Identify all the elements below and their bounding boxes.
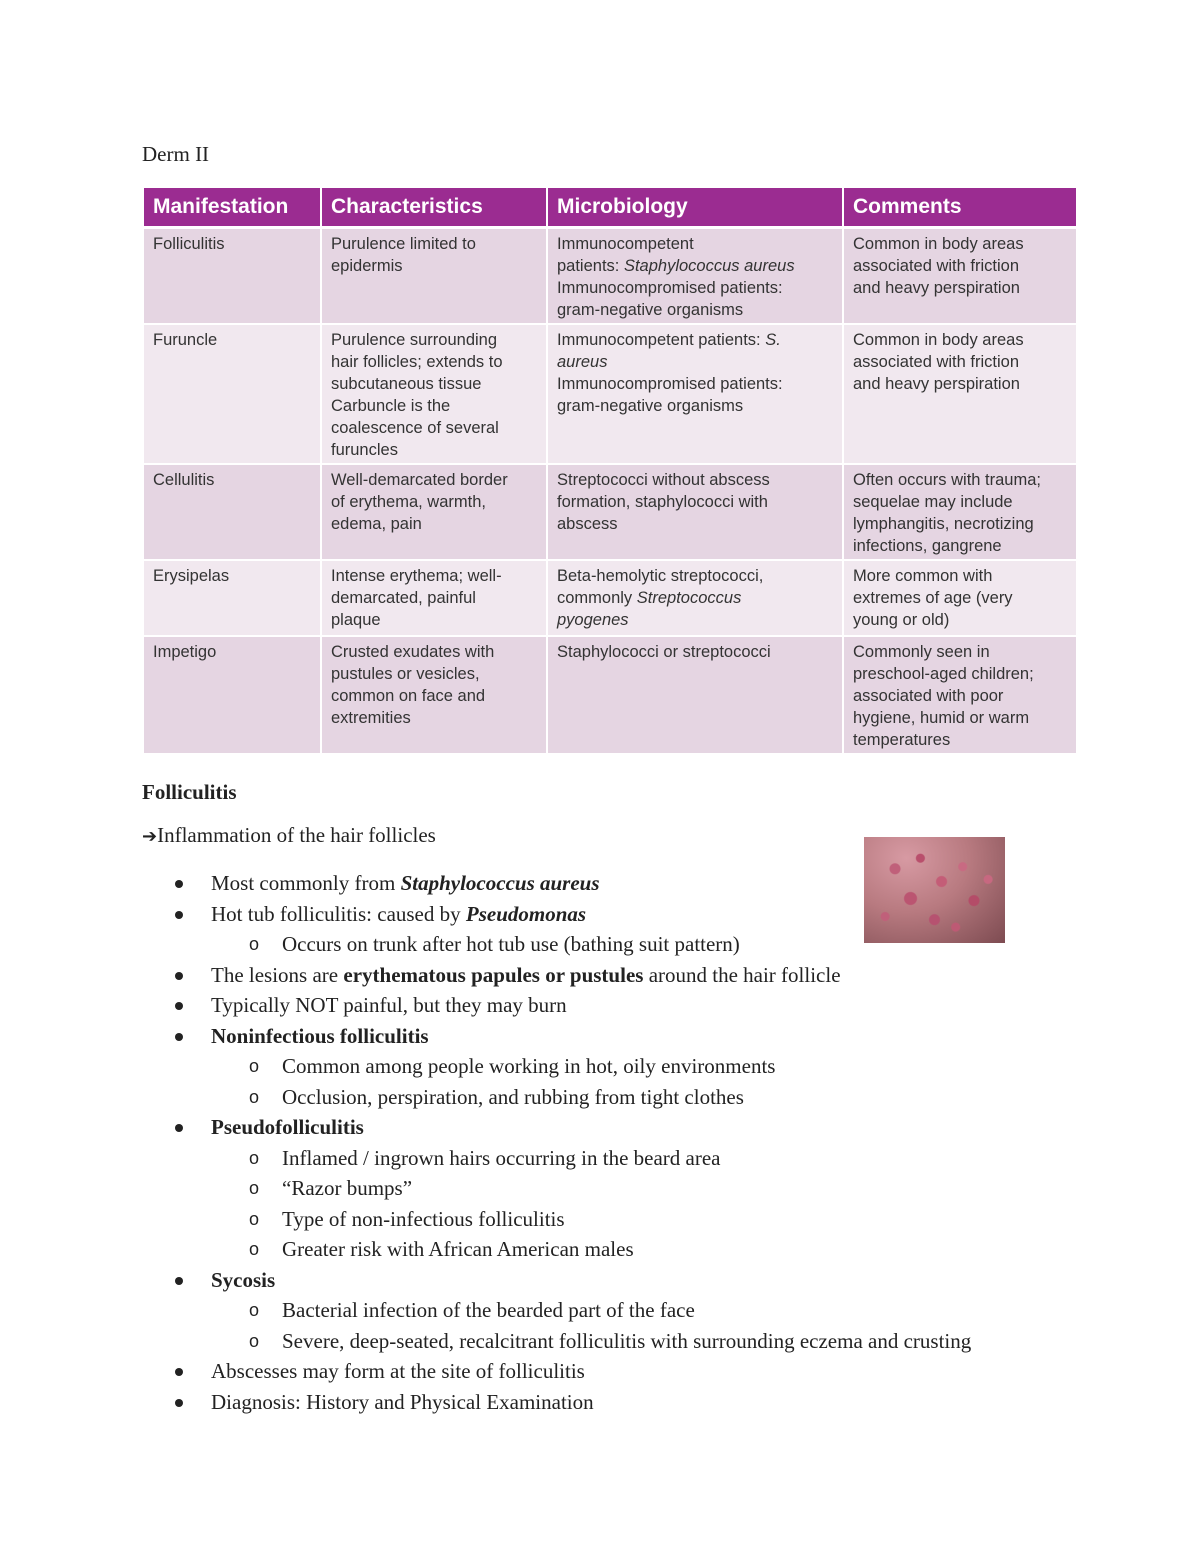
list-item: Hot tub folliculitis: caused by Pseudomonas <box>142 899 1082 930</box>
list-item: Noninfectious folliculitis <box>142 1021 1082 1052</box>
sub-list-item: o “Razor bumps” <box>249 1176 413 1200</box>
table-row <box>144 561 1076 637</box>
cell-microbiology: Staphylococci or streptococci <box>548 637 842 755</box>
cell-manifestation: Impetigo <box>144 637 320 755</box>
cell-characteristics: Purulence surrounding hair follicles; extends to subcutaneous tissue Carbuncle is the coalescence of several furuncles <box>322 325 546 465</box>
cell-manifestation: Cellulitis <box>144 465 320 561</box>
cell-microbiology: Streptococci without abscess formation, staphylococci with abscess <box>548 465 842 561</box>
cell-comments: Often occurs with trauma; sequelae may include lymphangitis, necrotizing infections, gangrene <box>844 465 1076 561</box>
table-header-row <box>144 188 1076 229</box>
header-manifestation: Manifestation <box>144 188 320 229</box>
sub-list-item: o Bacterial infection of the bearded part of the face <box>249 1298 695 1322</box>
list-item: Sycosis <box>142 1265 1082 1296</box>
list-item: The lesions are erythematous papules or pustules around the hair follicle <box>142 960 1082 991</box>
header-microbiology: Microbiology <box>548 188 842 229</box>
cell-microbiology: Immunocompetent patients: S. aureus Immunocompromised patients: gram-negative organisms <box>548 325 842 465</box>
cell-manifestation: Folliculitis <box>144 229 320 325</box>
cell-microbiology: Immunocompetent patients: Staphylococcus aureus Immunocompromised patients: gram-negative organisms <box>548 229 842 325</box>
cell-microbiology: Beta-hemolytic streptococci, commonly Streptococcus pyogenes <box>548 561 842 637</box>
page-title: Derm II <box>142 142 210 166</box>
sub-list-item: o Common among people working in hot, oily environments <box>249 1054 776 1078</box>
header-comments: Comments <box>844 188 1076 229</box>
cell-characteristics: Crusted exudates with pustules or vesicles, common on face and extremities <box>322 637 546 755</box>
sub-list-item: o Occurs on trunk after hot tub use (bathing suit pattern) <box>249 932 740 956</box>
intro-text: Inflammation of the hair follicles <box>157 823 436 847</box>
cell-characteristics: Intense erythema; well- demarcated, painful plaque <box>322 561 546 637</box>
section-heading: Folliculitis <box>142 780 237 804</box>
cell-characteristics: Well-demarcated border of erythema, warmth, edema, pain <box>322 465 546 561</box>
table-row <box>144 637 1076 755</box>
cell-comments: More common with extremes of age (very young or old) <box>844 561 1076 637</box>
list-item: Diagnosis: History and Physical Examination <box>142 1387 1082 1418</box>
cell-comments: Common in body areas associated with friction and heavy perspiration <box>844 325 1076 465</box>
list-item: Typically NOT painful, but they may burn <box>142 990 1082 1021</box>
list-item: Abscesses may form at the site of folliculitis <box>142 1356 1082 1387</box>
list-item: Pseudofolliculitis <box>142 1112 1082 1143</box>
infections-table <box>142 188 1078 755</box>
cell-manifestation: Erysipelas <box>144 561 320 637</box>
table-row <box>144 325 1076 465</box>
cell-comments: Common in body areas associated with friction and heavy perspiration <box>844 229 1076 325</box>
cell-comments: Commonly seen in preschool-aged children; associated with poor hygiene, humid or warm temperatures <box>844 637 1076 755</box>
sub-list-item: o Type of non-infectious folliculitis <box>249 1206 565 1231</box>
header-characteristics: Characteristics <box>322 188 546 229</box>
bullet-list <box>142 868 1082 1417</box>
intro-line <box>142 823 436 848</box>
sub-list-item: o Greater risk with African American males <box>249 1237 634 1261</box>
sub-list-item: o Inflamed / ingrown hairs occurring in the beard area <box>249 1145 721 1170</box>
list-item: Most commonly from Staphylococcus aureus <box>142 868 1082 899</box>
cell-manifestation: Furuncle <box>144 325 320 465</box>
cell-characteristics: Purulence limited to epidermis <box>322 229 546 325</box>
table-row <box>144 229 1076 325</box>
sub-list-item: o Severe, deep-seated, recalcitrant folliculitis with surrounding eczema and crusting <box>249 1328 972 1353</box>
table-row <box>144 465 1076 561</box>
sub-list-item: o Occlusion, perspiration, and rubbing from tight clothes <box>249 1084 744 1109</box>
arrow-right-icon: ➔ <box>142 826 158 847</box>
